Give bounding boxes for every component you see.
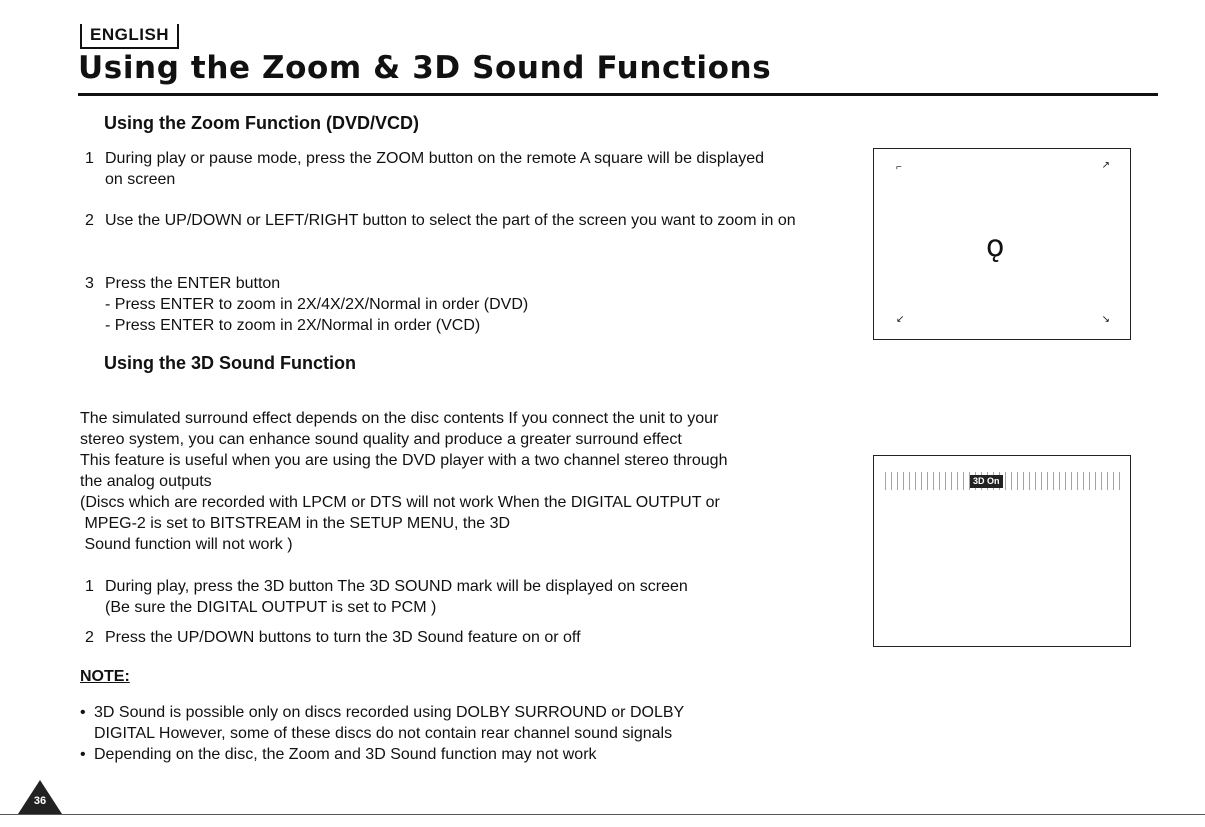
note-label: NOTE: — [80, 668, 130, 685]
step-number: 1 — [85, 150, 94, 167]
step-number: 3 — [85, 275, 94, 292]
language-tab: ENGLISH — [80, 24, 179, 49]
note-text: 3D Sound is possible only on discs recorded using DOLBY SURROUND or DOLBY — [94, 704, 685, 721]
intro-line: MPEG-2 is set to BITSTREAM in the SETUP MENU, the 3D — [80, 515, 511, 532]
step-number: 1 — [85, 578, 94, 595]
note-bullet: • Depending on the disc, the Zoom and 3D Sound function may not work — [80, 744, 780, 765]
sound-screen-illustration — [873, 455, 1131, 647]
step-subitem: - Press ENTER to zoom in 2X/4X/2X/Normal in order (DVD) — [105, 296, 529, 313]
intro-line: Sound function will not work ) — [80, 536, 293, 553]
zoom-screen-illustration — [873, 148, 1131, 340]
page-number: 36 — [33, 795, 47, 807]
step-text: Press the UP/DOWN buttons to turn the 3D Sound feature on or off — [105, 629, 581, 646]
corner-mark-icon: ↘ — [1101, 314, 1110, 325]
zoom-step-2 — [85, 210, 805, 231]
step-number: 2 — [85, 629, 94, 646]
intro-line: stereo system, you can enhance sound quality and produce a greater surround effect — [80, 431, 682, 448]
step-text: Use the UP/DOWN or LEFT/RIGHT button to select the part of the screen you want to zoom in on — [105, 212, 796, 229]
intro-line: The simulated surround effect depends on the disc contents If you connect the unit to your — [80, 410, 719, 427]
step-subitem: - Press ENTER to zoom in 2X/Normal in order (VCD) — [105, 317, 481, 334]
bottom-divider — [0, 814, 1205, 815]
intro-line: (Discs which are recorded with LPCM or DTS will not work When the DIGITAL OUTPUT or — [80, 494, 720, 511]
sound-intro — [80, 408, 820, 555]
intro-line: the analog outputs — [80, 473, 212, 490]
step-text: (Be sure the DIGITAL OUTPUT is set to PCM ) — [105, 599, 437, 616]
intro-line: This feature is useful when you are using the DVD player with a two channel stereo through — [80, 452, 728, 469]
note-text: DIGITAL However, some of these discs do not contain rear channel sound signals — [94, 725, 673, 742]
step-text: Press the ENTER button — [105, 275, 281, 292]
page-title: Using the Zoom & 3D Sound Functions — [78, 50, 772, 86]
corner-mark-icon: ⌐ — [896, 162, 902, 173]
note-text: Depending on the disc, the Zoom and 3D Sound function may not work — [94, 746, 597, 763]
zoom-step-3 — [85, 273, 805, 336]
step-text: During play, press the 3D button The 3D SOUND mark will be displayed on screen — [105, 578, 688, 595]
zoom-section-heading: Using the Zoom Function (DVD/VCD) — [104, 113, 419, 133]
step-text: During play or pause mode, press the ZOOM button on the remote A square will be displayed on screen — [105, 150, 765, 188]
sound-step-2 — [85, 627, 785, 648]
zoom-step-1 — [85, 148, 785, 190]
corner-mark-icon: ↗ — [1101, 160, 1110, 171]
sound-step-1 — [85, 576, 785, 618]
title-divider — [78, 93, 1158, 96]
note-bullet: • 3D Sound is possible only on discs recorded using DOLBY SURROUND or DOLBY DIGITAL However, some of these discs do not contain rear channel sound signals — [80, 702, 780, 744]
3d-sound-mark: 3D On — [970, 475, 1003, 488]
sound-section-heading: Using the 3D Sound Function — [104, 353, 356, 373]
magnifier-icon: ǫ — [986, 229, 1005, 264]
step-number: 2 — [85, 212, 94, 229]
corner-mark-icon: ↙ — [896, 314, 905, 325]
